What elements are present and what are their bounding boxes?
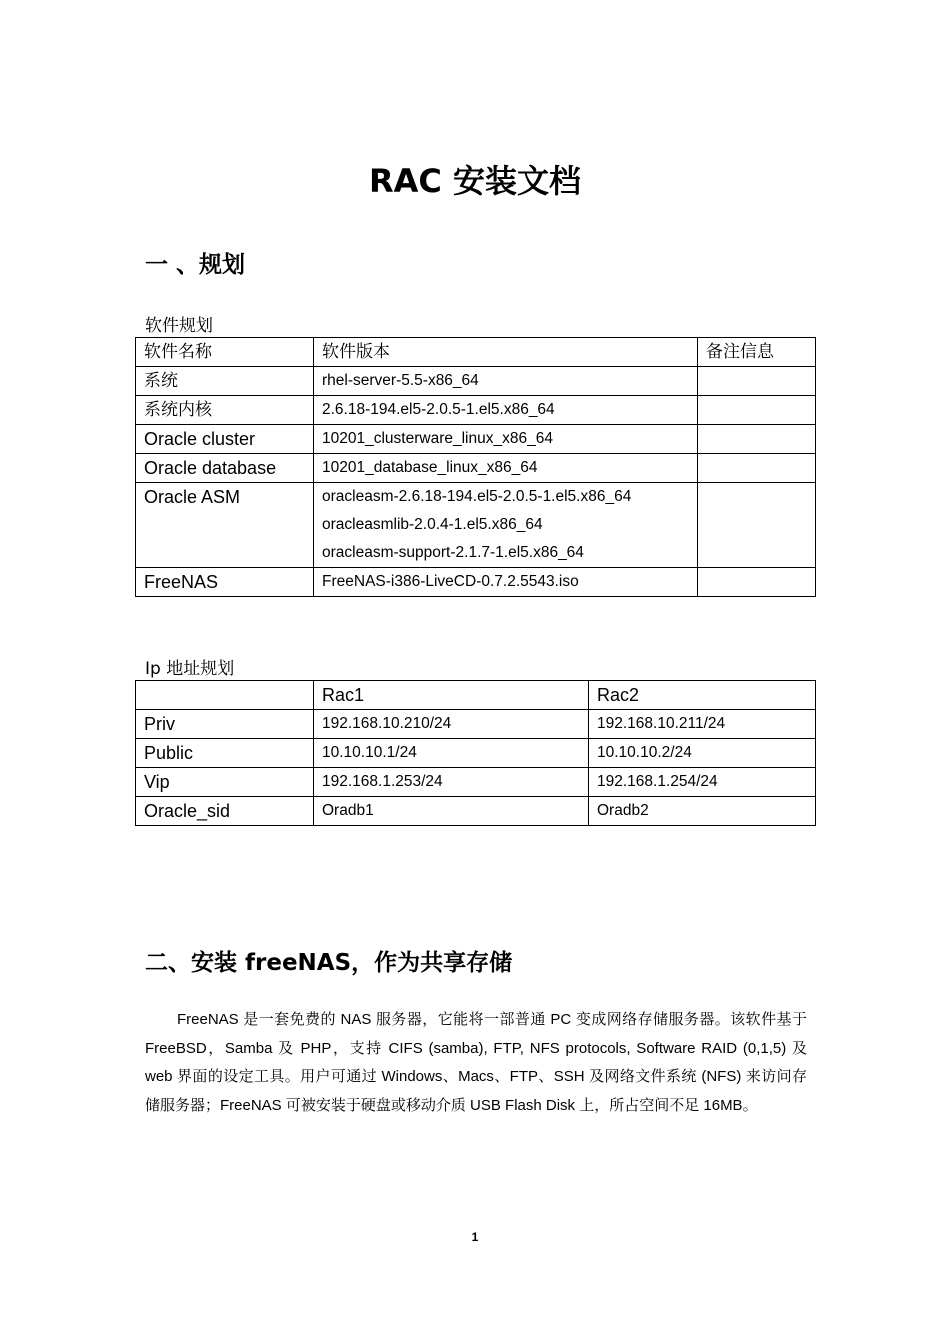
table-header-row (136, 681, 816, 710)
document-title: RAC 安装文档 (368, 162, 582, 200)
header-cell (136, 681, 314, 710)
software-note (698, 367, 816, 396)
header-cell: Rac2 (589, 681, 816, 710)
ip-table-caption: Ip 地址规划 (145, 659, 235, 679)
rac2-value: 10.10.10.2/24 (589, 739, 816, 768)
table-row (136, 739, 816, 768)
software-note (698, 483, 816, 568)
software-note (698, 454, 816, 483)
software-version: 10201_database_linux_x86_64 (314, 454, 698, 483)
ip-label: Priv (136, 710, 314, 739)
table-row (136, 568, 816, 597)
ip-label: Vip (136, 768, 314, 797)
rac1-value: 192.168.10.210/24 (314, 710, 589, 739)
software-version: oracleasm-2.6.18-194.el5-2.0.5-1.el5.x86_64 oracleasmlib-2.0.4-1.el5.x86_64 oracleasm-support-2.1.7-1.el5.x86_64 (314, 483, 698, 568)
software-version: FreeNAS-i386-LiveCD-0.7.2.5543.iso (314, 568, 698, 597)
header-cell: Rac1 (314, 681, 589, 710)
table-row (136, 797, 816, 826)
header-cell: 备注信息 (698, 338, 816, 367)
rac1-value: 192.168.1.253/24 (314, 768, 589, 797)
rac1-value: Oradb1 (314, 797, 589, 826)
table-row (136, 710, 816, 739)
section1-heading: 一 、规划 (145, 252, 246, 278)
software-version: rhel-server-5.5-x86_64 (314, 367, 698, 396)
paragraph-text: FreeNAS 是一套免费的 NAS 服务器，它能将一部普通 PC 变成网络存储服务器。该软件基于 FreeBSD，Samba 及 PHP，支持 CIFS (samba), FTP, NFS protocols, Software RAID (0,1,5) 及 web 界面的设定工具。用户可通过 Windows、Macs、FTP、SSH 及网络文件系统 (NFS) 来访问存储服务器；FreeNAS 可被安装于硬盘或移动介质 USB Flash Disk 上，所占空间不足 16MB。 (145, 1011, 807, 1114)
software-note (698, 396, 816, 425)
software-name: Oracle cluster (136, 425, 314, 454)
software-name: Oracle database (136, 454, 314, 483)
software-table (135, 337, 816, 597)
rac2-value: 192.168.1.254/24 (589, 768, 816, 797)
table-row (136, 768, 816, 797)
ip-label: Public (136, 739, 314, 768)
software-name: 系统内核 (136, 396, 314, 425)
rac2-value: 192.168.10.211/24 (589, 710, 816, 739)
software-note (698, 568, 816, 597)
table-row (136, 483, 816, 568)
table-row (136, 425, 816, 454)
software-note (698, 425, 816, 454)
table-row (136, 454, 816, 483)
software-version: 2.6.18-194.el5-2.0.5-1.el5.x86_64 (314, 396, 698, 425)
section2-heading: 二、安装 freeNAS，作为共享存储 (145, 950, 513, 976)
ip-label: Oracle_sid (136, 797, 314, 826)
table-row (136, 367, 816, 396)
software-name: 系统 (136, 367, 314, 396)
software-name: FreeNAS (136, 568, 314, 597)
header-cell: 软件版本 (314, 338, 698, 367)
software-version: 10201_clusterware_linux_x86_64 (314, 425, 698, 454)
software-name: Oracle ASM (136, 483, 314, 568)
software-table-caption: 软件规划 (145, 316, 213, 336)
ip-table (135, 680, 816, 826)
page-number: 1 (471, 1230, 479, 1244)
rac1-value: 10.10.10.1/24 (314, 739, 589, 768)
body-paragraph (145, 1006, 807, 1120)
table-row (136, 396, 816, 425)
header-cell: 软件名称 (136, 338, 314, 367)
table-header-row (136, 338, 816, 367)
rac2-value: Oradb2 (589, 797, 816, 826)
